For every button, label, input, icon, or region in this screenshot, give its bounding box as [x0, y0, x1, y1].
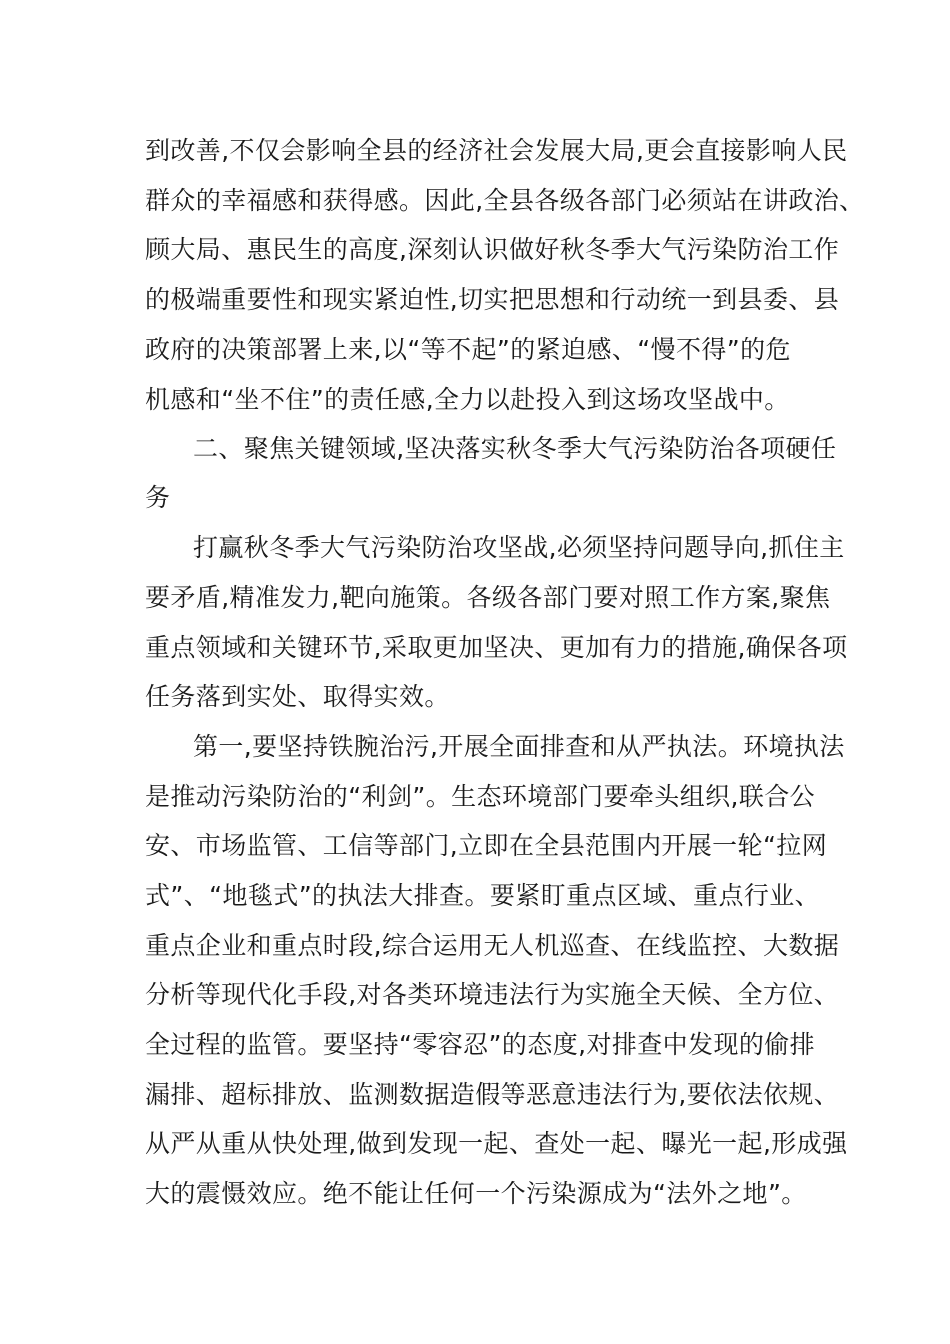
text-line: 漏排、超标排放、监测数据造假等恶意违法行为,要依法依规、	[145, 1080, 840, 1109]
text-line: 要矛盾,精准发力,靶向施策。各级各部门要对照工作方案,聚焦	[145, 583, 831, 612]
text-line: 机感和“坐不住”的责任感,全力以赴投入到这场攻坚战中。	[145, 385, 790, 414]
text-line: 任务落到实处、取得实效。	[145, 682, 450, 711]
section-heading-continued: 务	[145, 483, 171, 512]
text-line: 分析等现代化手段,对各类环境违法行为实施全天候、全方位、	[145, 980, 840, 1009]
text-line: 第一,要坚持铁腕治污,开展全面排查和从严执法。环境执法	[193, 732, 845, 761]
text-line: 全过程的监管。要坚持“零容忍”的态度,对排查中发现的偷排	[145, 1030, 816, 1059]
text-line: 顾大局、惠民生的高度,深刻认识做好秋冬季大气污染防治工作	[145, 235, 840, 264]
text-line: 到改善,不仅会影响全县的经济社会发展大局,更会直接影响人民	[145, 136, 848, 165]
text-line: 重点领域和关键环节,采取更加坚决、更加有力的措施,确保各项	[145, 633, 848, 662]
text-line: 政府的决策部署上来,以“等不起”的紧迫感、“慢不得”的危	[145, 335, 791, 364]
text-line: 安、市场监管、工信等部门,立即在全县范围内开展一轮“拉网	[145, 831, 828, 860]
text-line: 打赢秋冬季大气污染防治攻坚战,必须坚持问题导向,抓住主	[193, 533, 845, 562]
section-heading: 二、聚焦关键领域,坚决落实秋冬季大气污染防治各项硬任	[193, 434, 837, 463]
text-line: 重点企业和重点时段,综合运用无人机巡查、在线监控、大数据	[145, 931, 840, 960]
text-line: 是推动污染防治的“利剑”。生态环境部门要牵头组织,联合公	[145, 782, 816, 811]
text-line: 从严从重从快处理,做到发现一起、查处一起、曝光一起,形成强	[145, 1129, 848, 1158]
text-line: 大的震慑效应。绝不能让任何一个污染源成为“法外之地”。	[145, 1179, 807, 1208]
text-line: 群众的幸福感和获得感。因此,全县各级各部门必须站在讲政治、	[145, 186, 865, 215]
text-line: 的极端重要性和现实紧迫性,切实把思想和行动统一到县委、县	[145, 285, 840, 314]
text-line: 式”、“地毯式”的执法大排查。要紧盯重点区域、重点行业、	[145, 881, 821, 910]
